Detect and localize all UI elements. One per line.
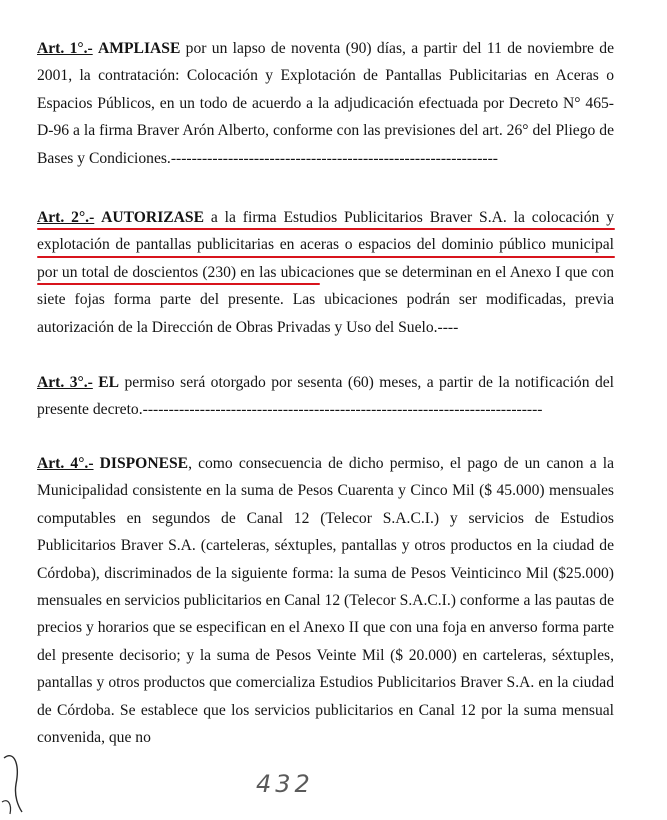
article-1-keyword: AMPLIASE	[98, 40, 181, 57]
article-3-text: permiso será otorgado por sesenta (60) meses, a partir de la notificación del presente decreto.-----------------------------------------------------------------------------	[37, 374, 614, 419]
article-2-keyword: AUTORIZASE	[101, 209, 204, 226]
article-1-text: por un lapso de noventa (90) días, a partir del 11 de noviembre de 2001, la contratación: Colocación y Explotación de Pantallas Publicitarias en Aceras o Espacios Públicos, en un todo de acuerdo a la adjudicación efectuada por Decreto N° 465-D-96 a la firma Braver Arón Alberto, conforme con las previsiones del art. 26° del Pliego de Bases y Condiciones.---------------------------------------------------------------	[37, 40, 615, 167]
red-underline-1	[37, 228, 615, 230]
article-3-keyword: EL	[98, 374, 120, 391]
article-2-label: Art. 2°.-	[37, 209, 95, 226]
article-4	[37, 450, 614, 751]
page-number: 432	[256, 770, 314, 798]
article-4-text: , como consecuencia de dicho permiso, el pago de un canon a la Municipalidad consistente en la suma de Pesos Cuarenta y Cinco Mil ($ 45.000) mensuales computables en segundos de Canal 12 (Telecor S.A.C.I.) y servicios de Estudios Publicitarios Braver S.A. (carteleras, séxtuples, pantallas y otros productos en la ciudad de Córdoba), discriminados de la siguiente forma: la suma de Pesos Veinticinco Mil ($25.000) mensuales en servicios publicitarios en Canal 12 (Telecor S.A.C.I.) conforme a las pautas de precios y horarios que se especifican en el Anexo II que con una foja en anverso forma parte del presente decisorio; y la suma de Pesos Veinte Mil ($ 20.000) en carteleras, séxtuples, pantallas y otros productos que comercializa Estudios Publicitarios Braver S.A. en la ciudad de Córdoba. Se establece que los servicios publicitarios en Canal 12 por la suma mensual convenida, que no	[37, 455, 614, 747]
article-3	[37, 369, 614, 424]
article-1	[37, 35, 614, 172]
article-2	[37, 204, 614, 341]
article-3-label: Art. 3°.-	[37, 374, 93, 391]
margin-pen-mark-icon	[0, 740, 40, 820]
article-4-label: Art. 4°.-	[37, 455, 94, 472]
red-underline-3	[37, 283, 320, 285]
article-1-label: Art. 1°.-	[37, 40, 93, 57]
red-underline-2	[37, 256, 615, 258]
article-2-text: a la firma Estudios Publicitarios Braver S.A. la colocación y explotación de pantallas publicitarias en aceras o espacios del dominio público municipal por un total de doscientos (230) en las ubicaciones que se determinan en el Anexo I que con siete fojas forma parte del presente. Las ubicaciones podrán ser modificadas, previa autorización de la Dirección de Obras Privadas y Uso del Suelo.----	[37, 209, 614, 336]
article-4-keyword: DISPONESE	[99, 455, 189, 472]
